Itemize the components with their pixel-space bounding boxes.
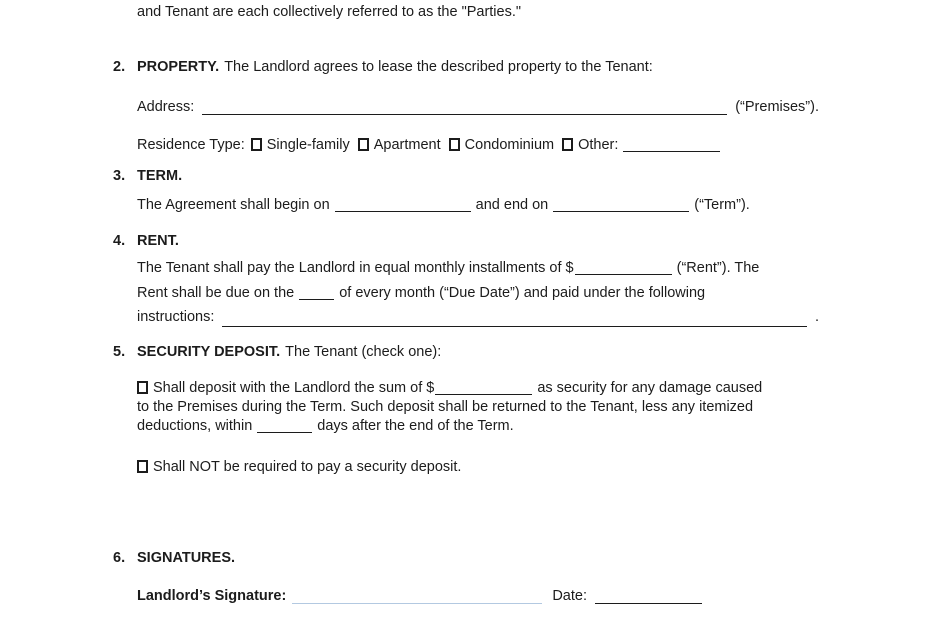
term-start-date-blank[interactable] (335, 208, 471, 212)
deposit-text-4: deductions, within (137, 417, 253, 434)
residence-option-label: Single-family (266, 137, 350, 153)
address-row (137, 96, 819, 118)
deposit-option-2 (137, 456, 819, 478)
section-title-security-deposit: SECURITY DEPOSIT. (137, 343, 281, 360)
deposit-text-5: days after the end of the Term. (317, 417, 514, 434)
deposit-text-2: as security for any damage caused (537, 379, 763, 396)
residence-checkbox-apartment[interactable] (358, 138, 369, 151)
section-number: 2. (113, 59, 126, 75)
residence-option-label: Other: (578, 137, 619, 153)
section-number: 3. (113, 168, 126, 184)
landlord-signature-field[interactable] (292, 600, 542, 604)
rent-due-day-blank[interactable] (299, 296, 334, 300)
security-lead-text: The Tenant (check one): (285, 343, 442, 360)
date-label: Date: (552, 587, 587, 604)
residence-checkbox-condominium[interactable] (449, 138, 460, 151)
intro-line: and Tenant are each collectively referred to as the "Parties." (137, 4, 522, 20)
residence-checkbox-other[interactable] (562, 138, 573, 151)
section-title-rent: RENT. (137, 233, 179, 249)
document-content (113, 0, 819, 607)
term-row (137, 194, 819, 216)
residence-other-blank-field[interactable] (623, 148, 720, 152)
section-security-deposit (113, 342, 819, 478)
term-text-after: (“Term”). (694, 197, 750, 213)
residence-option-label: Apartment (373, 137, 441, 153)
term-text-before: The Agreement shall begin on (137, 197, 330, 213)
rent-text-3: Rent shall be due on the (137, 284, 295, 301)
residence-type-label: Residence Type: (137, 137, 245, 153)
deposit-text-1: Shall deposit with the Landlord the sum of $ (153, 379, 435, 396)
section-term (113, 166, 819, 216)
deposit-days-blank[interactable] (257, 429, 312, 433)
term-text-between: and end on (475, 197, 549, 213)
term-end-date-blank[interactable] (553, 208, 689, 212)
rent-text-1: The Tenant shall pay the Landlord in equal monthly installments of $ (137, 260, 574, 276)
rent-amount-blank[interactable] (575, 271, 672, 275)
instructions-blank-field[interactable] (222, 323, 807, 327)
deposit-text-3: to the Premises during the Term. Such deposit shall be returned to the Tenant, less any itemized (137, 398, 754, 415)
section-number: 4. (113, 233, 126, 249)
deposit-checkbox-shall[interactable] (137, 381, 148, 394)
address-label: Address: (137, 99, 195, 115)
section-rent (113, 231, 819, 330)
section-title-property: PROPERTY. (137, 59, 220, 75)
instructions-label: instructions: (137, 309, 215, 325)
section-signatures (113, 548, 819, 607)
rent-text-4: of every month (“Due Date”) and paid under the following (339, 284, 706, 301)
residence-option-label: Condominium (464, 137, 555, 153)
section-property (113, 57, 819, 156)
section-number: 6. (113, 549, 126, 566)
rent-line-2 (137, 281, 819, 306)
date-blank-field[interactable] (595, 600, 702, 604)
section-title-signatures: SIGNATURES. (137, 549, 236, 566)
deposit-amount-blank[interactable] (435, 391, 532, 395)
section-number: 5. (113, 343, 126, 360)
instructions-period: . (814, 309, 819, 325)
deposit-option-1 (137, 379, 819, 436)
deposit-checkbox-shall-not[interactable] (137, 460, 148, 473)
rent-text-2: (“Rent”). The (676, 260, 760, 276)
property-lead-text: The Landlord agrees to lease the described property to the Tenant: (224, 59, 653, 75)
signature-row (137, 585, 819, 607)
residence-checkbox-single-family[interactable] (251, 138, 262, 151)
residence-type-row (137, 134, 819, 156)
address-blank-field[interactable] (202, 111, 727, 115)
premises-label: (“Premises”). (735, 99, 819, 115)
no-deposit-text: Shall NOT be required to pay a security deposit. (153, 458, 462, 475)
rent-line-3 (137, 305, 819, 330)
section-title-term: TERM. (137, 168, 183, 184)
rent-line-1 (137, 256, 819, 281)
landlord-signature-label: Landlord’s Signature: (137, 587, 287, 604)
